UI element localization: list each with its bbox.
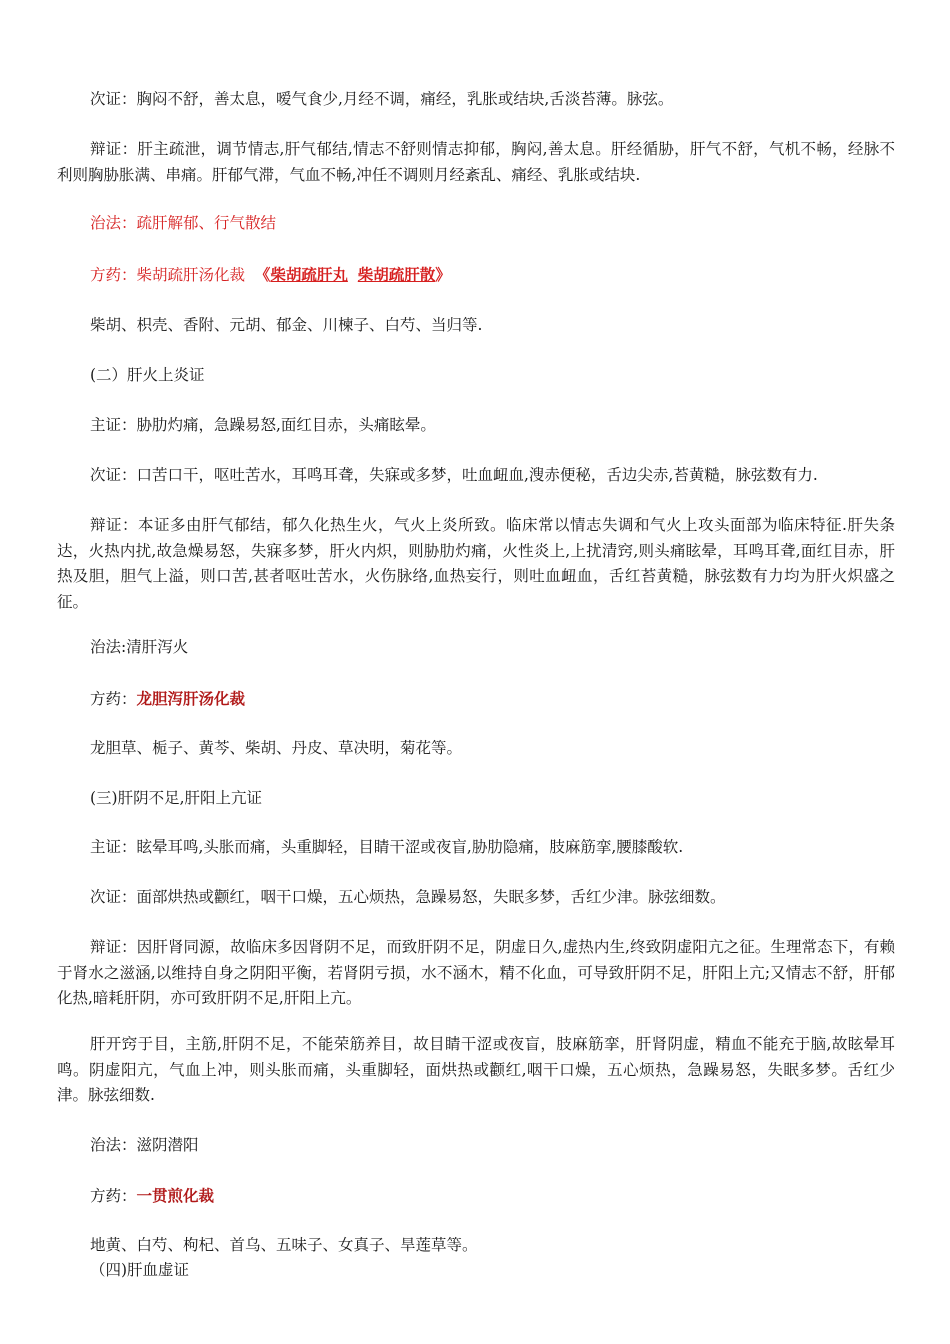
differentiation-para: 辩证：因肝肾同源，故临床多因肾阴不足，而致肝阴不足，阴虚日久,虚热内生,终致阴虚阳亢之征。生理常态下，有赖于肾水之滋涵,以维持自身之阴阳平衡，若肾阴亏损，水不涵木，精不化血，可导致肝阴不足，肝阳上亢;又情志不舒，肝郁化热,暗耗肝阴，亦可致肝阴不足,肝阳上亢。: [57, 938, 895, 1007]
main-symptoms-para: 主证：胁肋灼痛，急躁易怒,面红目赤，头痛眩晕。: [90, 416, 436, 434]
treatment-method: 治法：滋阴潜阳: [90, 1136, 199, 1154]
herb-list: 柴胡、枳壳、香附、元胡、郁金、川楝子、白芍、当归等.: [90, 316, 483, 334]
differentiation-para: 辩证：肝主疏泄，调节情志,肝气郁结,情志不舒则情志抑郁，胸闷,善太息。肝经循胁，肝气不舒，气机不畅，经脉不利则胸胁胀满、串痛。肝郁气滞，气血不畅,冲任不调则月经紊乱、痛经、乳胀或结块.: [57, 140, 895, 184]
prescription-label: 方药：柴胡疏肝汤化裁: [90, 266, 246, 284]
prescription-name: 一贯煎化裁: [136, 1186, 215, 1205]
book-bracket-close: 》: [435, 265, 451, 284]
herb-list: 地黄、白芍、枸杞、首乌、五味子、女真子、旱莲草等。: [90, 1236, 478, 1254]
book-bracket-open: 《: [254, 265, 271, 284]
herb-list: 龙胆草、栀子、黄芩、柴胡、丹皮、草决明，菊花等。: [90, 739, 463, 757]
section-heading-yin-deficiency: (三)肝阴不足,肝阳上亢证: [90, 789, 263, 807]
main-symptoms-para: 主证：眩晕耳鸣,头胀而痛，头重脚轻，目睛干涩或夜盲,胁肋隐痛，肢麻筋挛,腰膝酸软.: [90, 838, 684, 856]
treatment-method: 治法:清肝泻火: [90, 638, 189, 656]
prescription-line: [57, 261, 930, 289]
prescription-label: 方药：: [90, 690, 137, 708]
formula-link-pill[interactable]: 柴胡疏肝丸: [270, 265, 348, 284]
section-heading-liver-fire: (二）肝火上炎证: [90, 366, 205, 384]
secondary-symptoms-para: 次证：面部烘热或颧红，咽干口燥，五心烦热，急躁易怒，失眠多梦，舌红少津。脉弦细数。: [90, 888, 726, 906]
prescription-name: 龙胆泻肝汤化裁: [136, 689, 246, 708]
secondary-symptoms-para: 次证：胸闷不舒，善太息，嗳气食少,月经不调，痛经，乳胀或结块,舌淡苔薄。脉弦。: [90, 90, 674, 108]
differentiation-para: 辩证：本证多由肝气郁结，郁久化热生火，气火上炎所致。临床常以情志失调和气火上攻头面部为临床特征.肝失条达，火热内扰,故急燥易怒，失寐多梦，肝火内炽，则胁肋灼痛，火性炎上,上扰清窍,则头痛眩晕，耳鸣耳聋,面红目赤，肝热及胆，胆气上溢，则口苦,甚者呕吐苦水，火伤脉络,血热妄行，则吐血衄血，舌红苔黄糙，脉弦数有力均为肝火炽盛之征。: [57, 516, 895, 611]
prescription-line: [57, 1182, 930, 1210]
formula-link-powder[interactable]: 柴胡疏肝散: [357, 265, 436, 284]
section-heading-blood-deficiency: （四)肝血虚证: [90, 1261, 190, 1279]
secondary-symptoms-para: 次证：口苦口干，呕吐苦水，耳鸣耳聋，失寐或多梦，吐血衄血,溲赤便秘，舌边尖赤,苔黄糙，脉弦数有力.: [90, 466, 818, 484]
prescription-label: 方药：: [90, 1187, 137, 1205]
prescription-line: [57, 685, 930, 713]
treatment-method: 治法：疏肝解郁、行气散结: [90, 214, 277, 232]
explanation-para: 肝开窍于目，主筋,肝阴不足，不能荣筋养目，故目睛干涩或夜盲，肢麻筋挛，肝肾阴虚，精血不能充于脑,故眩晕耳鸣。阴虚阳亢，气血上冲，则头胀而痛，头重脚轻，面烘热或颧红,咽干口燥，五心烦热，急躁易怒，失眠多梦。舌红少津。脉弦细数.: [57, 1035, 895, 1104]
